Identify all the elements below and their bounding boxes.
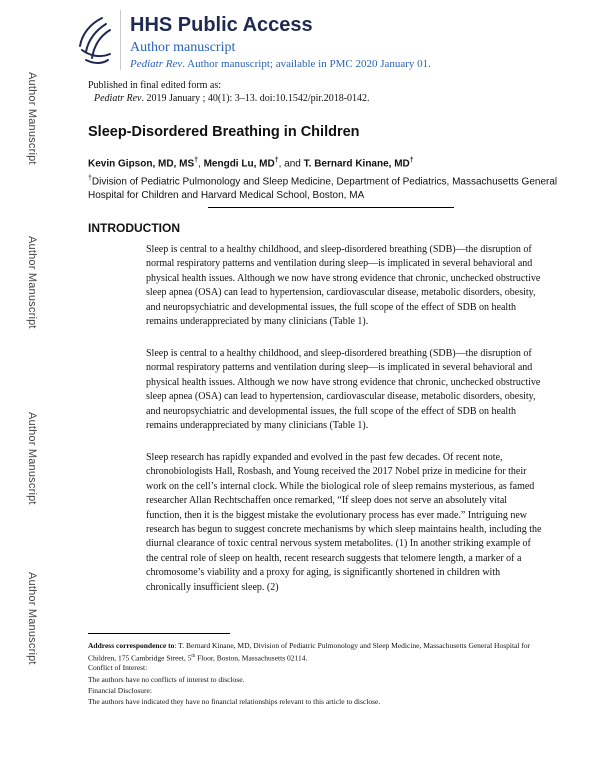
correspondence-text: Floor, Boston, Massachusetts 02114. bbox=[195, 653, 308, 662]
author-separator: , and bbox=[278, 158, 304, 170]
sidebar-label: Author Manuscript bbox=[26, 411, 38, 505]
author-name: Kevin Gipson, MD, MS bbox=[88, 158, 195, 170]
correspondence-label: Address correspondence to bbox=[88, 641, 175, 650]
author-separator: , bbox=[198, 158, 204, 170]
citation-details: . 2019 January ; 40(1): 3–13. doi:10.1542/pir.2018-0142. bbox=[141, 93, 370, 104]
affiliation-text: Division of Pediatric Pulmonology and Sleep Medicine, Department of Pediatrics, Massachusetts General Hospital for Children and Harvard Medical School, Boston, MA bbox=[88, 176, 558, 202]
citation-journal: Pediatr Rev bbox=[94, 93, 142, 104]
author-mark: † bbox=[194, 157, 199, 164]
author-name: T. Bernard Kinane, MD bbox=[303, 158, 410, 170]
hhs-title: HHS Public Access bbox=[130, 14, 313, 36]
hhs-header bbox=[72, 10, 582, 74]
article-title: Sleep-Disordered Breathing in Children bbox=[88, 124, 360, 140]
hhs-logo bbox=[72, 10, 121, 70]
citation bbox=[94, 93, 370, 104]
author-manuscript-sidebar bbox=[0, 0, 48, 776]
conflict-text: The authors have no conflicts of interest to disclose. bbox=[88, 675, 245, 684]
title-divider bbox=[208, 207, 454, 208]
sidebar-label: Author Manuscript bbox=[26, 571, 38, 665]
correspondence-footnote bbox=[88, 641, 544, 664]
author-name: Mengdi Lu, MD bbox=[203, 158, 275, 170]
sidebar-label: Author Manuscript bbox=[26, 71, 38, 165]
availability-text: . Author manuscript; available in PMC 2020 January 01. bbox=[182, 58, 431, 70]
financial-label: Financial Disclosure: bbox=[88, 686, 152, 695]
correspondence-sup: th bbox=[191, 653, 196, 659]
body-paragraph: Sleep is central to a healthy childhood, and sleep-disordered breathing (SDB)—the disruption of normal respiratory patterns and ventilation during sleep—is implicated in several behavioral and physical health issues. Although we now have strong evidence that chronic, unchecked obstructive sleep apnea (OSA) can lead to hypertension, cardiovascular disease, metabolic disorders, obesity, and neuropsychiatric and developmental issues, the full scope of the effect of SDB on health remains underappreciated by many clinicians (Table 1). bbox=[146, 244, 541, 328]
availability-line bbox=[130, 58, 431, 70]
author-manuscript-label: Author manuscript bbox=[130, 40, 236, 55]
affiliation-mark: † bbox=[88, 175, 92, 182]
footnote-divider bbox=[88, 633, 230, 634]
section-heading: INTRODUCTION bbox=[88, 221, 180, 235]
author-list bbox=[88, 157, 414, 169]
affiliation bbox=[88, 172, 558, 203]
conflict-label: Conflict of Interest: bbox=[88, 663, 148, 672]
correspondence-text: : T. Bernard Kinane, MD, Division of Pediatric Pulmonology and Sleep Medicine, Massachusetts General Hospital for Children, 175 Cambridge Street, 5 bbox=[88, 641, 531, 662]
author-mark: † bbox=[274, 157, 279, 164]
body-paragraph: Sleep research has rapidly expanded and evolved in the past few decades. Of recent note, chronobiologists Hall, Rosbash, and Young received the 2017 Nobel prize in medicine for their work on the cell’s internal clock. While the biological role of sleep remains mysterious, as famed researcher Allan Rechtschaffen once remarked, “If sleep does not serve an absolutely vital function, then it is the biggest mistake the evolutionary process has ever made.” Intriguing new research has begun to suggest concrete mechanisms by which sleep maintains health, including the diurnal clearance of toxic central nervous system metabolites. (1) In another striking example of the central role of sleep on health, recent research suggests that telomere length, a marker of a chromosome’s viability and a proxy for aging, is significantly shortened in children with chronically insufficient sleep. (2) bbox=[146, 452, 542, 593]
body-paragraph: Sleep is central to a healthy childhood, and sleep-disordered breathing (SDB)—the disruption of normal respiratory patterns and ventilation during sleep—is implicated in several behavioral and physical health issues. Although we now have strong evidence that chronic, unchecked obstructive sleep apnea (OSA) can lead to hypertension, cardiovascular disease, metabolic disorders, obesity, and neuropsychiatric and developmental issues, the full scope of the effect of SDB on health remains underappreciated by many clinicians (Table 1). bbox=[146, 348, 541, 432]
journal-name: Pediatr Rev bbox=[130, 58, 183, 70]
published-label: Published in final edited form as: bbox=[88, 80, 222, 91]
author-mark: † bbox=[409, 157, 414, 164]
financial-text: The authors have indicated they have no financial relationships relevant to this article to disclose. bbox=[88, 697, 381, 706]
sidebar-label: Author Manuscript bbox=[26, 235, 38, 329]
hhs-eagle-icon bbox=[72, 10, 116, 68]
